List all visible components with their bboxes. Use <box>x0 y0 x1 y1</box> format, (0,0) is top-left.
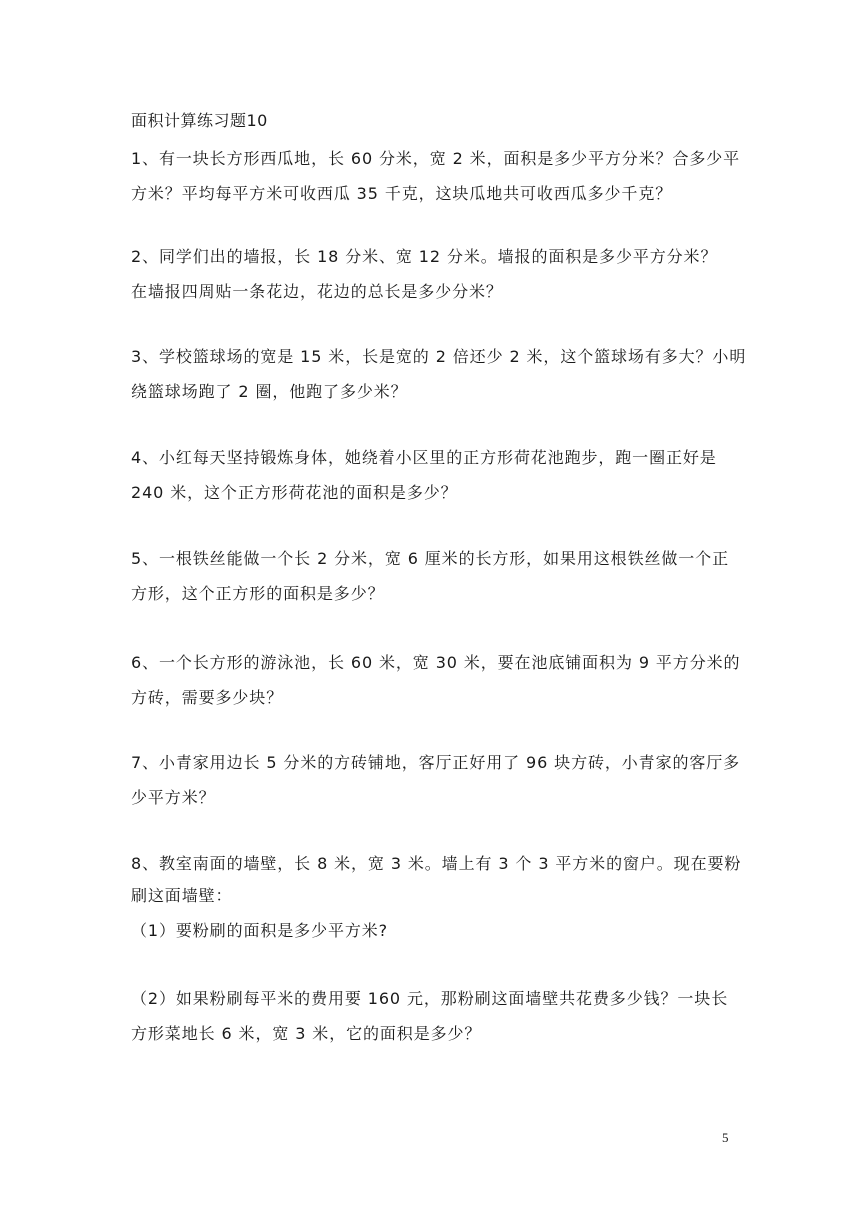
page-number: 5 <box>722 1130 729 1145</box>
q8-part1: （1）要粉刷的面积是多少平方米? <box>131 921 389 940</box>
q2-line-1: 2、同学们出的墙报，长 18 分米、宽 12 分米。墙报的面积是多少平方分米？ <box>131 247 718 266</box>
q5-line-1: 5、一根铁丝能做一个长 2 分米，宽 6 厘米的长方形，如果用这根铁丝做一个正 <box>131 549 729 568</box>
q6-line-2: 方砖，需要多少块？ <box>131 688 284 707</box>
q3-line-2: 绕篮球场跑了 2 圈，他跑了多少米？ <box>131 382 408 401</box>
q1-line-2: 方米？平均每平方米可收西瓜 35 千克，这块瓜地共可收西瓜多少千克？ <box>131 184 673 203</box>
q5-line-2: 方形，这个正方形的面积是多少？ <box>131 584 385 603</box>
q1-line-1: 1、有一块长方形西瓜地，长 60 分米，宽 2 米，面积是多少平方分米？合多少平 <box>131 149 741 168</box>
q7-line-2: 少平方米？ <box>131 788 216 807</box>
q8-line-2: 刷这面墙壁： <box>131 886 233 905</box>
q8-line-1: 8、教室南面的墙壁，长 8 米，宽 3 米。墙上有 3 个 3 平方米的窗户。现在要粉 <box>131 854 742 873</box>
document-title: 面积计算练习题10 <box>131 111 268 130</box>
q3-line-1: 3、学校篮球场的宽是 15 米，长是宽的 2 倍还少 2 米，这个篮球场有多大？小明 <box>131 347 747 366</box>
q7-line-1: 7、小青家用边长 5 分米的方砖铺地，客厅正好用了 96 块方砖，小青家的客厅多 <box>131 753 741 772</box>
q4-line-2: 240 米，这个正方形荷花池的面积是多少？ <box>131 483 458 502</box>
q4-line-1: 4、小红每天坚持锻炼身体，她绕着小区里的正方形荷花池跑步，跑一圈正好是 <box>131 448 717 467</box>
q8-part2-line-2: 方形菜地长 6 米，宽 3 米，它的面积是多少？ <box>131 1024 482 1043</box>
q8-part2-line-1: （2）如果粉刷每平米的费用要 160 元，那粉刷这面墙壁共花费多少钱？一块长 <box>131 989 729 1008</box>
q2-line-2: 在墙报四周贴一条花边，花边的总长是多少分米？ <box>131 282 503 301</box>
q6-line-1: 6、一个长方形的游泳池，长 60 米，宽 30 米，要在池底铺面积为 9 平方分米的 <box>131 653 741 672</box>
